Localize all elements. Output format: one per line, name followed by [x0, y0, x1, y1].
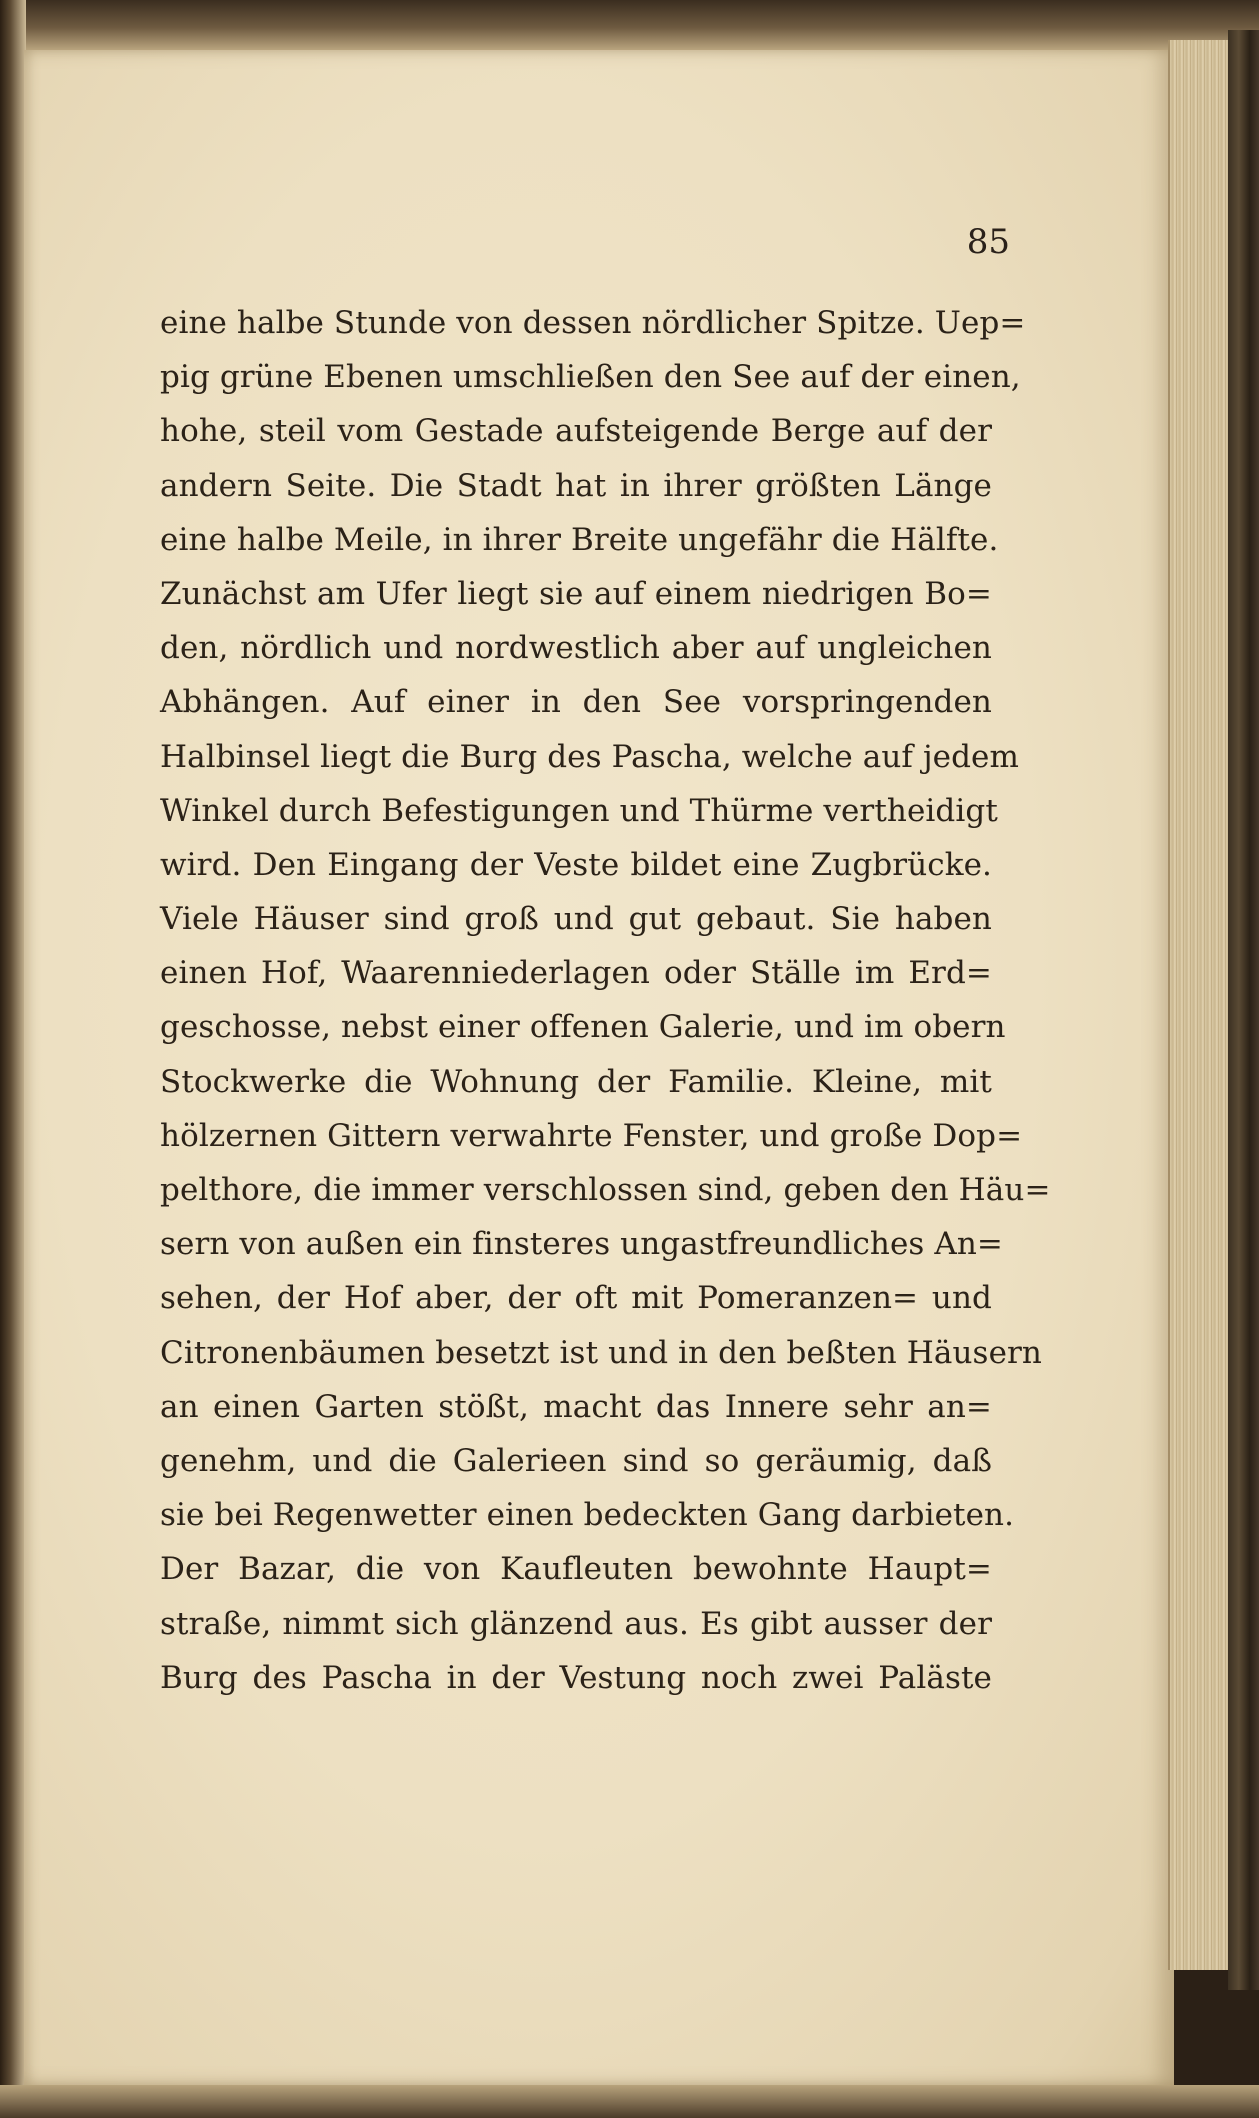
text-line: pig grüne Ebenen umschließen den See auf der einen, [160, 359, 1021, 396]
text-line: an einen Garten stößt, macht das Innere sehr an= [160, 1388, 992, 1425]
text-line: genehm, und die Galerieen sind so geräumig, daß [160, 1442, 992, 1479]
body-text [160, 296, 1051, 1705]
text-line: sern von außen ein finsteres ungastfreundliches An= [160, 1226, 1004, 1263]
scan-bottom-edge [0, 2085, 1259, 2118]
text-line: straße, nimmt sich glänzend aus. Es gibt ausser der [160, 1605, 992, 1642]
text-line: andern Seite. Die Stadt hat in ihrer größten Länge [160, 467, 992, 504]
text-line: eine halbe Stunde von dessen nördlicher Spitze. Uep= [160, 305, 1026, 341]
text-line: sehen, der Hof aber, der oft mit Pomeranzen= und [160, 1280, 992, 1317]
page-stack-edge [1168, 40, 1236, 1970]
page-number: 85 [966, 222, 1010, 262]
text-line: eine halbe Meile, in ihrer Breite ungefähr die Hälfte. [160, 521, 999, 558]
text-line: Stockwerke die Wohnung der Familie. Kleine, mit [160, 1063, 992, 1100]
text-line: Viele Häuser sind groß und gut gebaut. Sie haben [160, 901, 992, 938]
text-line: Zunächst am Ufer liegt sie auf einem niedrigen Bo= [160, 575, 992, 612]
text-line: den, nördlich und nordwestlich aber auf ungleichen [160, 630, 992, 667]
text-line: hohe, steil vom Gestade aufsteigende Berge auf der [160, 413, 992, 450]
text-line: wird. Den Eingang der Veste bildet eine Zugbrücke. [160, 846, 992, 883]
text-line: einen Hof, Waarenniederlagen oder Ställe im Erd= [160, 955, 992, 992]
book-binding-edge [0, 0, 26, 2118]
text-line: hölzernen Gittern verwahrte Fenster, und große Dop= [160, 1117, 1023, 1154]
text-line: Winkel durch Befestigungen und Thürme vertheidigt [160, 792, 998, 829]
text-line: geschosse, nebst einer offenen Galerie, und im obern [160, 1009, 1006, 1046]
text-line: Der Bazar, die von Kaufleuten bewohnte Haupt= [160, 1551, 992, 1588]
text-line: Burg des Pascha in der Vestung noch zwei Paläste [160, 1659, 992, 1696]
text-line: Abhängen. Auf einer in den See vorspringenden [160, 684, 992, 721]
text-line: pelthore, die immer verschlossen sind, geben den Häu= [160, 1172, 1051, 1208]
text-line: sie bei Regenwetter einen bedeckten Gang darbieten. [160, 1497, 1015, 1534]
text-line: Citronenbäumen besetzt ist und in den beßten Häusern [160, 1334, 1042, 1371]
text-line: Halbinsel liegt die Burg des Pascha, welche auf jedem [160, 738, 1019, 775]
book-cover-edge [1228, 30, 1259, 1990]
scan-top-edge [0, 0, 1259, 50]
